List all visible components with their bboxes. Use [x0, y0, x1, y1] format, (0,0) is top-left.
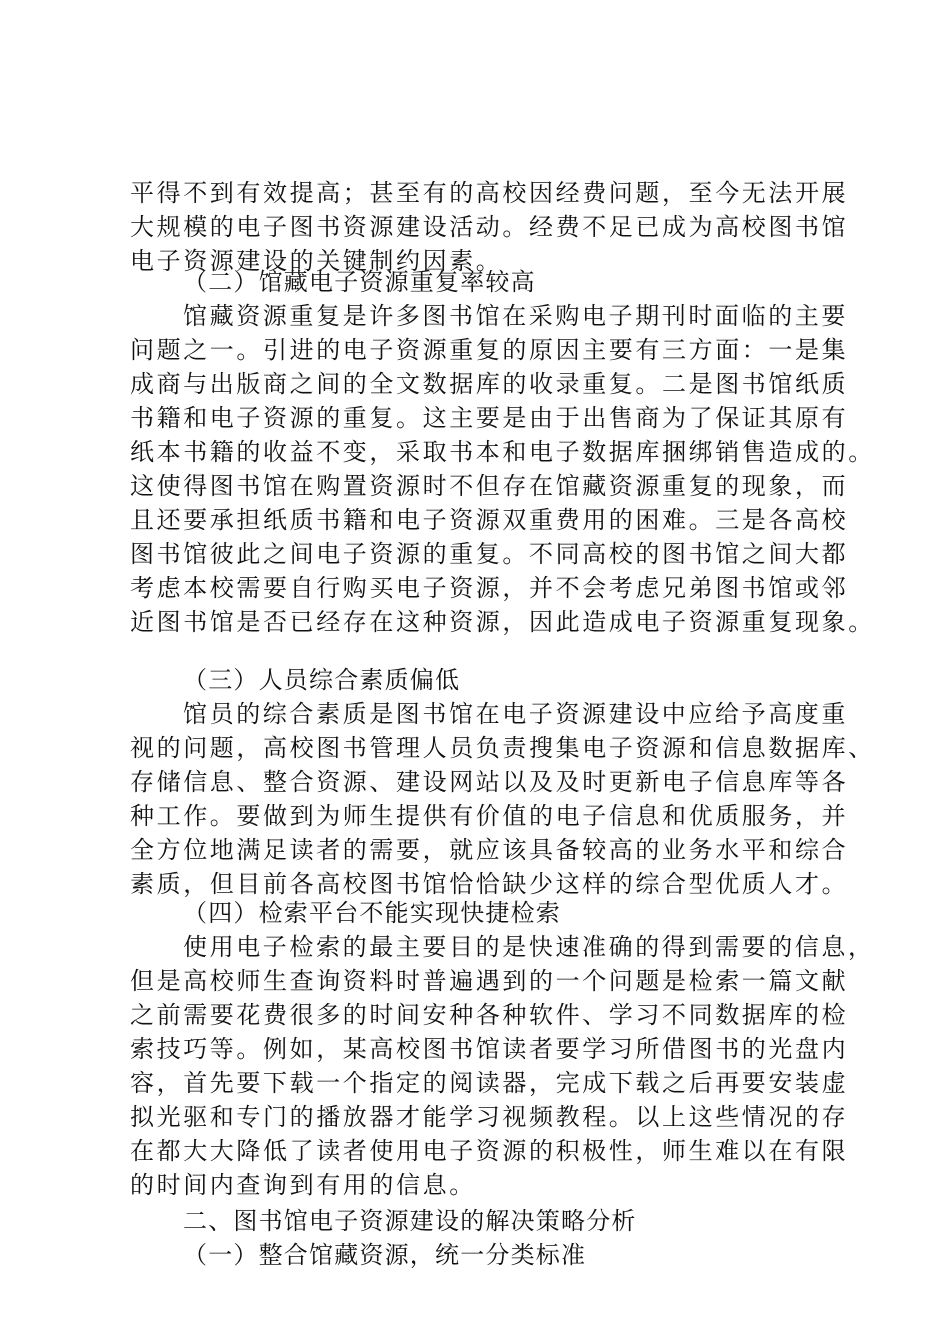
section-heading: 二、图书馆电子资源建设的解决策略分析 [183, 1207, 637, 1235]
body-text-line: 容，首先要下载一个指定的阅读器，完成下载之后再要安装虚 [130, 1069, 849, 1097]
body-text-line: 种工作。要做到为师生提供有价值的电子信息和优质服务，并 [130, 802, 849, 830]
section-heading: （一）整合馆藏资源，统一分类标准 [183, 1241, 587, 1269]
paragraph-first-line: 使用电子检索的最主要目的是快速准确的得到需要的信息， [183, 933, 875, 961]
body-text-line: 大规模的电子图书资源建设活动。经费不足已成为高校图书馆 [130, 213, 849, 241]
section-heading: （四）检索平台不能实现快捷检索 [183, 899, 561, 927]
body-text-line: 的时间内查询到有用的信息。 [130, 1171, 476, 1199]
body-text-line: 平得不到有效提高；甚至有的高校因经费问题，至今无法开展 [130, 179, 849, 207]
body-text-line: 电子资源建设的关键制约因素。 [130, 247, 503, 275]
paragraph-first-line: 馆员的综合素质是图书馆在电子资源建设中应给予高度重 [183, 700, 848, 728]
body-text-line: 素质，但目前各高校图书馆恰恰缺少这样的综合型优质人才。 [130, 870, 849, 898]
body-text-line: 之前需要花费很多的时间安种各种软件、学习不同数据库的检 [130, 1001, 849, 1029]
body-text-line: 问题之一。引进的电子资源重复的原因主要有三方面：一是集 [130, 336, 849, 364]
body-text-line: 书籍和电子资源的重复。这主要是由于出售商为了保证其原有 [130, 404, 849, 432]
body-text-line: 考虑本校需要自行购买电子资源，并不会考虑兄弟图书馆或邻 [130, 574, 849, 602]
body-text-line: 拟光驱和专门的播放器才能学习视频教程。以上这些情况的存 [130, 1103, 849, 1131]
body-text-line: 近图书馆是否已经存在这种资源，因此造成电子资源重复现象。 [130, 608, 875, 636]
body-text-line: 视的问题，高校图书管理人员负责搜集电子资源和信息数据库、 [130, 734, 875, 762]
body-text-line: 这使得图书馆在购置资源时不但存在馆藏资源重复的现象，而 [130, 472, 849, 500]
section-heading: （二）馆藏电子资源重复率较高 [183, 268, 536, 296]
body-text-line: 在都大大降低了读者使用电子资源的积极性，师生难以在有限 [130, 1137, 849, 1165]
body-text-line: 索技巧等。例如，某高校图书馆读者要学习所借图书的光盘内 [130, 1035, 849, 1063]
body-text-line: 成商与出版商之间的全文数据库的收录重复。二是图书馆纸质 [130, 370, 849, 398]
body-text-line: 存储信息、整合资源、建设网站以及及时更新电子信息库等各 [130, 768, 849, 796]
body-text-line: 图书馆彼此之间电子资源的重复。不同高校的图书馆之间大都 [130, 540, 849, 568]
body-text-line: 纸本书籍的收益不变，采取书本和电子数据库捆绑销售造成的。 [130, 438, 875, 466]
body-text-line: 但是高校师生查询资料时普遍遇到的一个问题是检索一篇文献 [130, 967, 849, 995]
body-text-line: 全方位地满足读者的需要，就应该具备较高的业务水平和综合 [130, 836, 849, 864]
paragraph-first-line: 馆藏资源重复是许多图书馆在采购电子期刊时面临的主要 [183, 302, 848, 330]
body-text-line: 且还要承担纸质书籍和电子资源双重费用的困难。三是各高校 [130, 506, 849, 534]
section-heading: （三）人员综合素质偏低 [183, 666, 461, 694]
